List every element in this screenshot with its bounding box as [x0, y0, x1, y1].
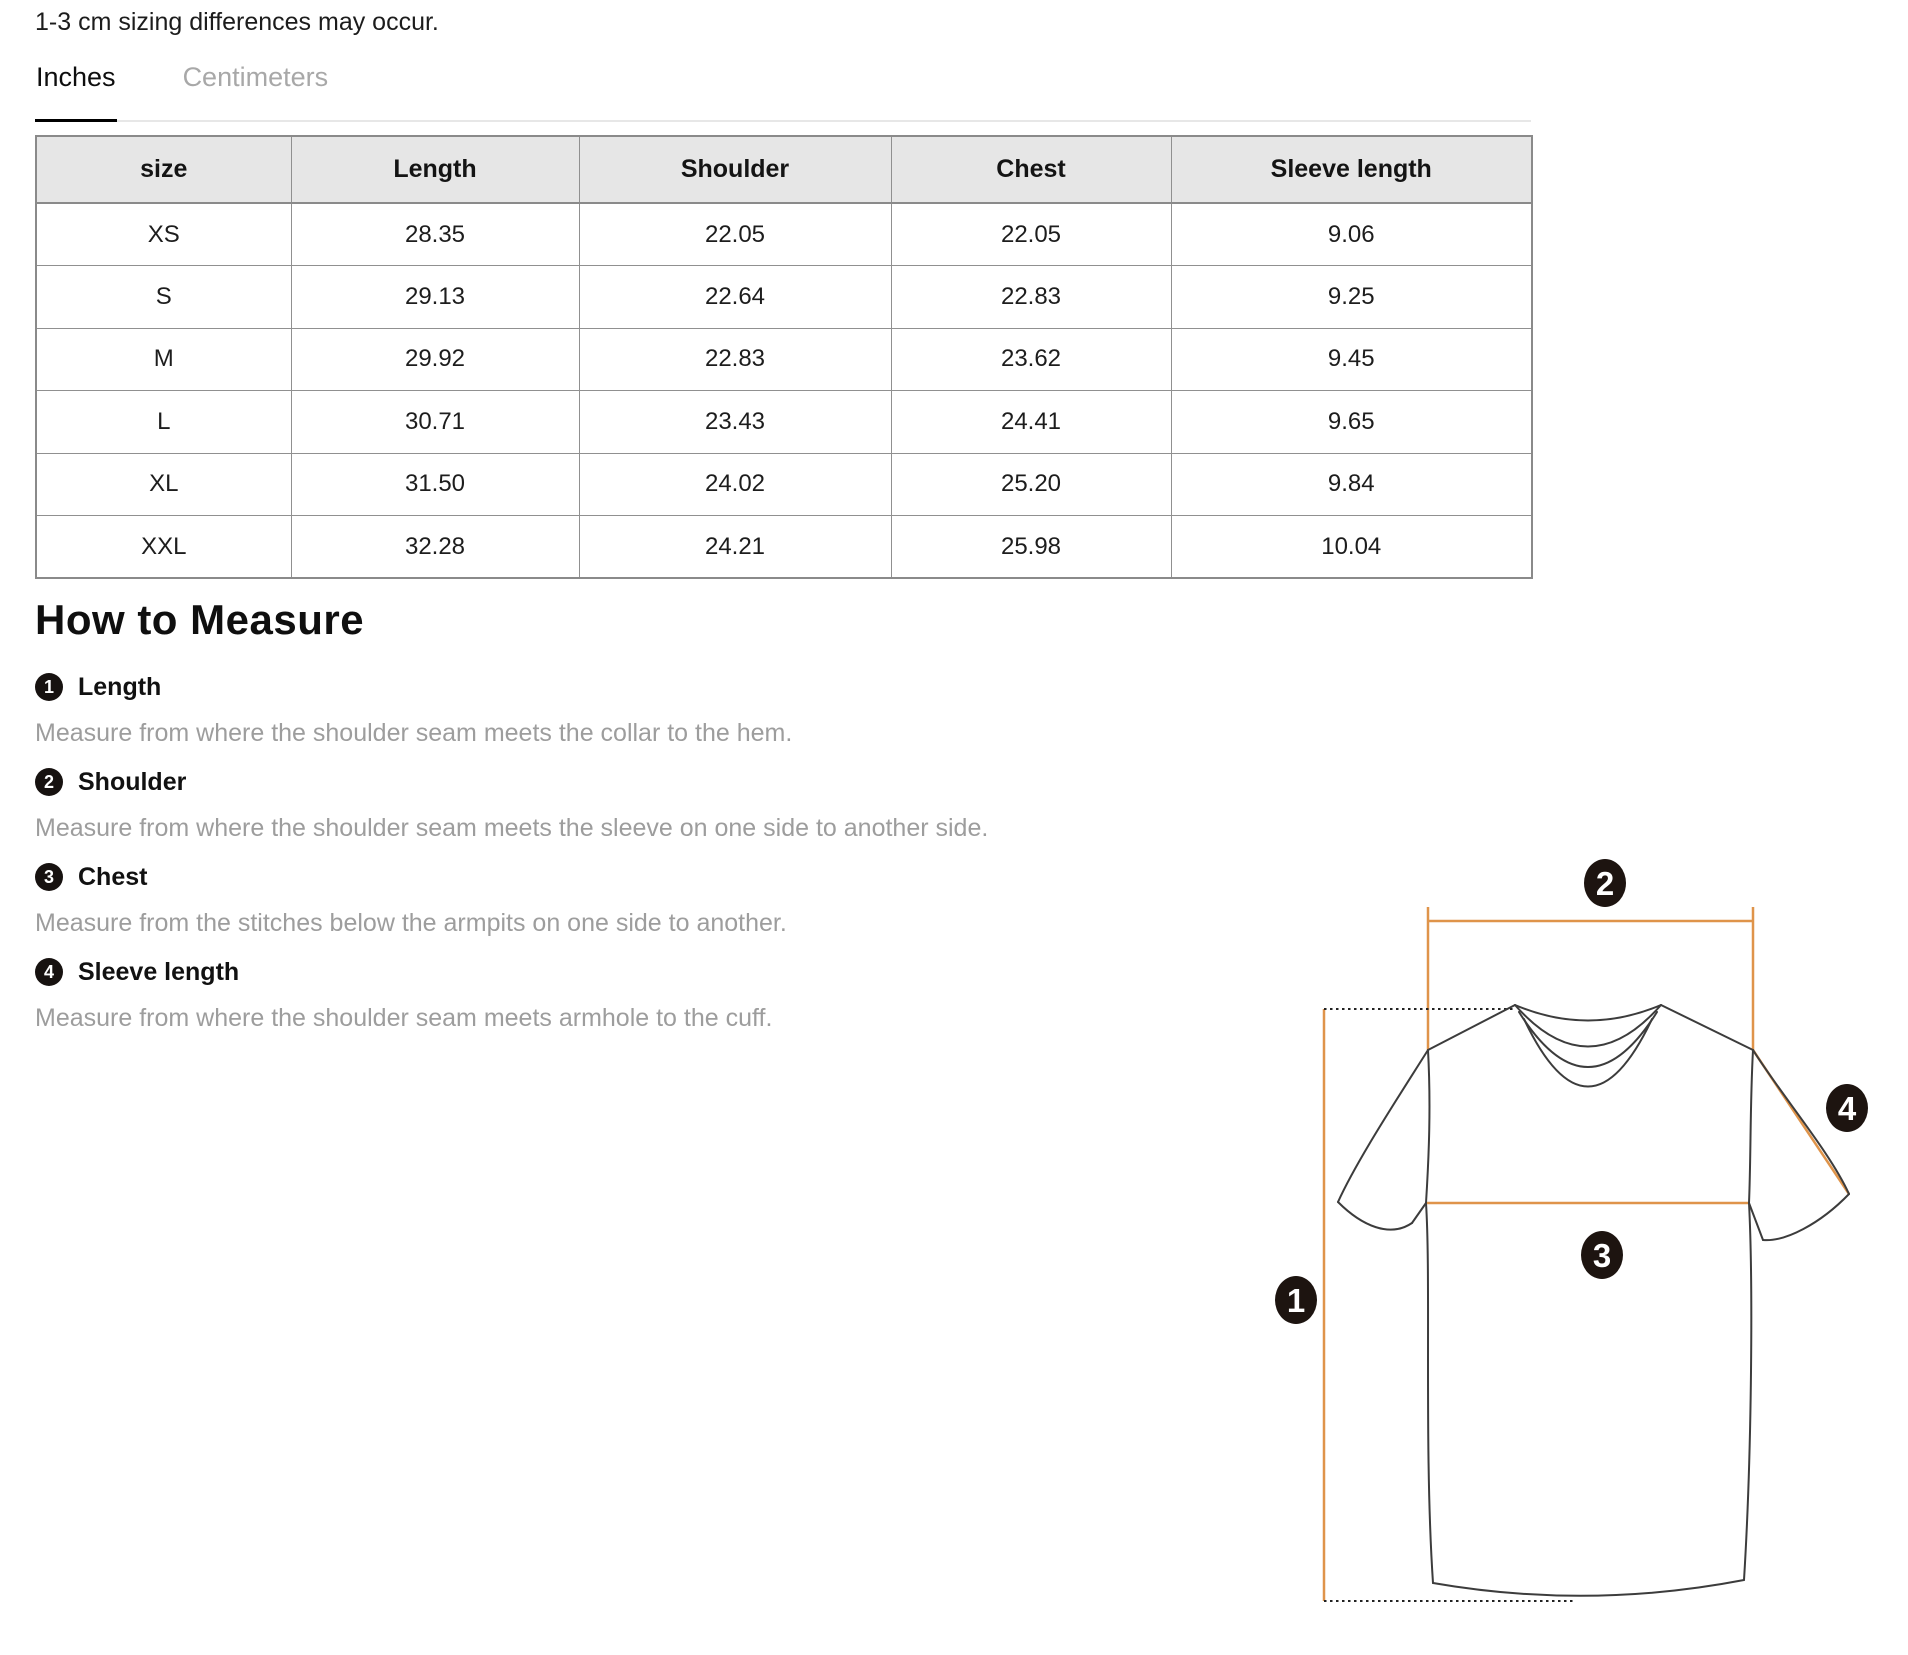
measurement-cell: 25.20	[891, 453, 1171, 516]
measurement-cell: 9.84	[1171, 453, 1532, 516]
table-row	[36, 453, 1532, 516]
measure-item-sleeve-length	[35, 957, 1045, 987]
table-row	[36, 203, 1532, 266]
column-header: Shoulder	[579, 136, 891, 203]
table-row	[36, 328, 1532, 391]
measure-item-label: Sleeve length	[78, 957, 240, 986]
measurement-cell: 23.43	[579, 391, 891, 454]
collar-back	[1515, 1005, 1661, 1021]
body-left-upper	[1426, 1050, 1429, 1203]
column-header: Length	[291, 136, 579, 203]
measurement-cell: 30.71	[291, 391, 579, 454]
badge-1-number: 1	[1286, 1282, 1306, 1319]
tshirt-outline	[1338, 1005, 1849, 1596]
measurement-cell: 24.41	[891, 391, 1171, 454]
number-badge-icon: 3	[35, 863, 63, 891]
right-shoulder-seam	[1661, 1005, 1753, 1050]
number-badge-icon: 2	[35, 768, 63, 796]
collar-front	[1524, 1019, 1652, 1087]
how-to-measure-title: How to Measure	[35, 596, 365, 643]
measurement-cell: 24.21	[579, 516, 891, 579]
measure-item-label: Length	[78, 672, 162, 701]
size-cell: XL	[36, 453, 291, 516]
measurement-cell: 25.98	[891, 516, 1171, 579]
size-cell: L	[36, 391, 291, 454]
size-cell: XS	[36, 203, 291, 266]
measurement-cell: 9.65	[1171, 391, 1532, 454]
left-shoulder-seam	[1428, 1005, 1515, 1050]
column-header: Sleeve length	[1171, 136, 1532, 203]
badge-4-number: 4	[1837, 1090, 1857, 1127]
badge-2-number: 2	[1595, 865, 1615, 902]
number-badge-icon: 1	[35, 673, 63, 701]
measure-item-label: Chest	[78, 862, 148, 891]
measurement-cell: 32.28	[291, 516, 579, 579]
measure-item-description: Measure from where the shoulder seam meets armhole to the cuff.	[35, 1004, 773, 1032]
right-sleeve-cuff	[1763, 1194, 1849, 1240]
measurement-cell: 9.45	[1171, 328, 1532, 391]
measurement-cell: 22.83	[579, 328, 891, 391]
tab-centimeters[interactable]: Centimeters	[182, 62, 329, 92]
size-table	[35, 135, 1533, 579]
size-cell: S	[36, 266, 291, 329]
size-cell: XXL	[36, 516, 291, 579]
column-header: Chest	[891, 136, 1171, 203]
tab-inches[interactable]: Inches	[35, 56, 117, 122]
measure-item-chest	[35, 862, 1045, 892]
measurement-cell: 31.50	[291, 453, 579, 516]
measurement-cell: 22.83	[891, 266, 1171, 329]
left-sleeve-inner	[1412, 1203, 1426, 1223]
body-right-upper	[1749, 1050, 1753, 1203]
tshirt-diagram-svg	[1060, 810, 1908, 1655]
measure-item-description: Measure from where the shoulder seam meets the sleeve on one side to another side.	[35, 814, 989, 842]
measurement-cell: 9.25	[1171, 266, 1532, 329]
measurement-cell: 10.04	[1171, 516, 1532, 579]
left-sleeve-cuff	[1338, 1202, 1412, 1230]
body-right-side	[1744, 1203, 1751, 1580]
measure-item-description: Measure from where the shoulder seam meets the collar to the hem.	[35, 719, 793, 747]
tshirt-measurement-diagram	[1060, 810, 1908, 1655]
diagram-badges	[1275, 859, 1868, 1324]
measurement-cell: 29.92	[291, 328, 579, 391]
size-cell: M	[36, 328, 291, 391]
measurement-cell: 29.13	[291, 266, 579, 329]
table-row	[36, 266, 1532, 329]
measurement-cell: 9.06	[1171, 203, 1532, 266]
measurement-cell: 28.35	[291, 203, 579, 266]
sizing-note: 1-3 cm sizing differences may occur.	[35, 8, 439, 36]
size-table-head-row	[36, 136, 1532, 203]
measurement-cell: 24.02	[579, 453, 891, 516]
badge-3-number: 3	[1592, 1237, 1612, 1274]
measure-item-length	[35, 672, 1045, 702]
table-row	[36, 391, 1532, 454]
dotted-guides	[1324, 1009, 1576, 1601]
hem	[1433, 1580, 1744, 1596]
measure-item-shoulder	[35, 767, 1045, 797]
table-row	[36, 516, 1532, 579]
measure-instructions	[35, 672, 1045, 1052]
left-sleeve-outer	[1338, 1050, 1428, 1202]
badge-4	[1826, 1084, 1868, 1132]
measurement-cell: 22.64	[579, 266, 891, 329]
measure-item-description: Measure from the stitches below the armpits on one side to another.	[35, 909, 787, 937]
badge-2	[1584, 859, 1626, 907]
badge-3	[1581, 1231, 1623, 1279]
body-left-side	[1426, 1203, 1433, 1583]
collar-rib-1	[1515, 1005, 1661, 1047]
badge-1	[1275, 1276, 1317, 1324]
measurement-cell: 22.05	[579, 203, 891, 266]
measurement-cell: 22.05	[891, 203, 1171, 266]
column-header: size	[36, 136, 291, 203]
measure-item-label: Shoulder	[78, 767, 187, 796]
measurement-cell: 23.62	[891, 328, 1171, 391]
number-badge-icon: 4	[35, 958, 63, 986]
unit-tabbar	[35, 56, 1531, 122]
